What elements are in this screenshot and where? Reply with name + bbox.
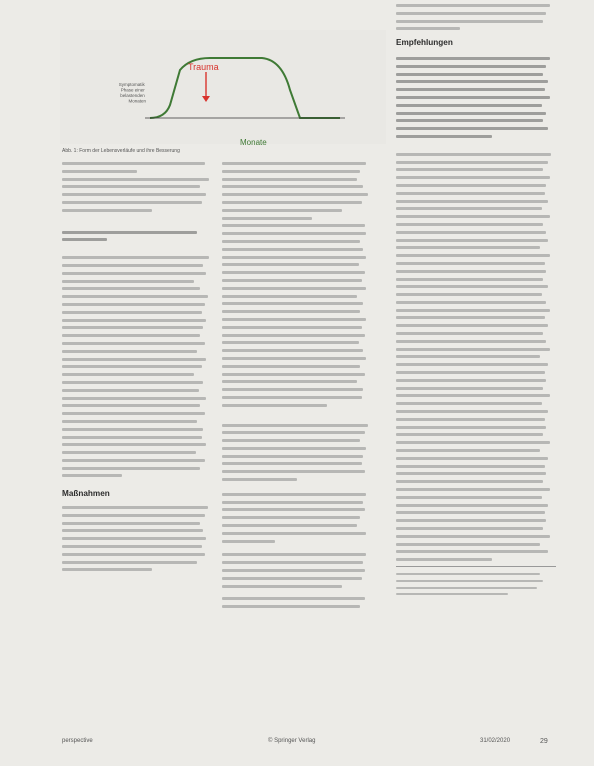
- footer-center: © Springer Verlag: [268, 738, 316, 744]
- column-1: [62, 160, 212, 576]
- measures-heading: Maßnahmen: [62, 489, 110, 499]
- page-number: 29: [540, 738, 548, 745]
- column-3: [396, 2, 556, 600]
- recommendations-heading: Empfehlungen: [396, 38, 453, 48]
- column-2: [222, 160, 372, 613]
- side-label: Symptomatik Phase einer belastenden Monaten: [118, 82, 146, 104]
- footer-left: perspective: [62, 738, 93, 744]
- trauma-course-figure: [0, 0, 386, 148]
- figure-caption: Abb. 1: Form der Lebensverläufe und ihre Besserung: [62, 148, 180, 154]
- months-label: Monate: [240, 138, 267, 147]
- footer-date: 31/02/2020: [480, 738, 511, 744]
- trauma-label: Trauma: [188, 62, 219, 72]
